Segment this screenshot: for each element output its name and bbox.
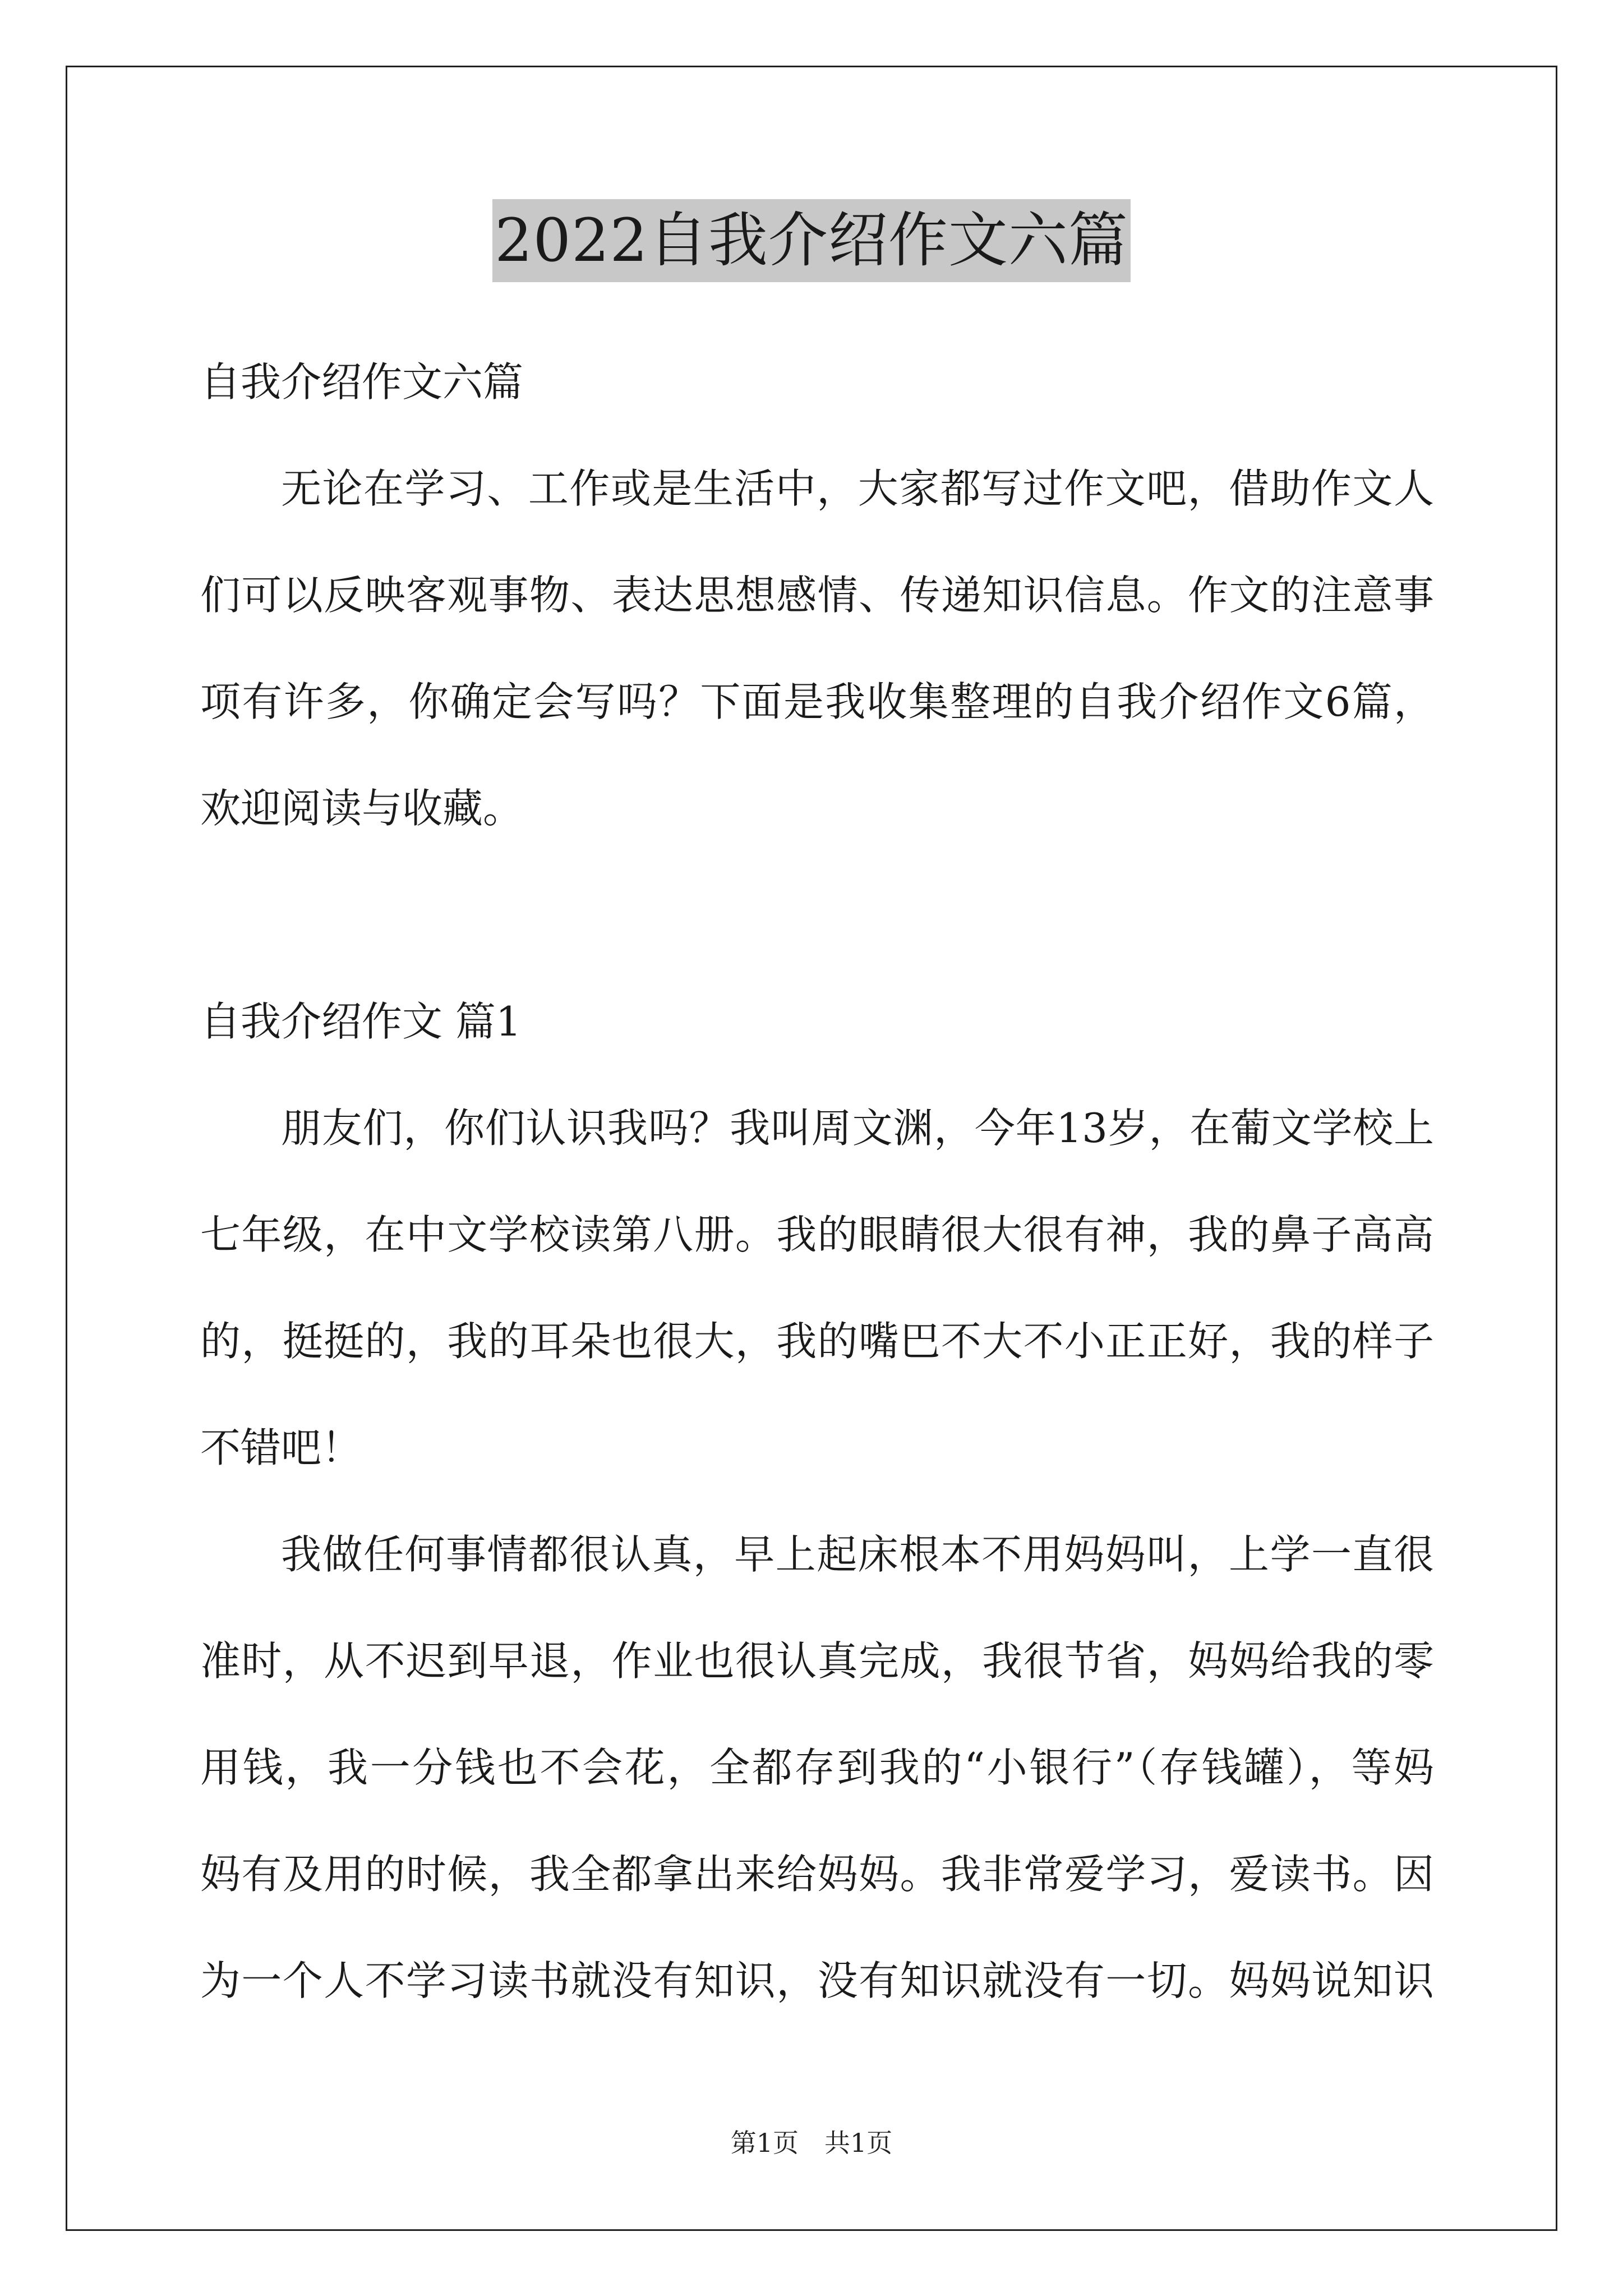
paragraph-line: 妈有及用的时候，我全都拿出来给妈妈。我非常爱学习，爱读书。因 — [200, 1851, 1434, 1898]
paragraph-line: 我做任何事情都很认真，早上起床根本不用妈妈叫，上学一直很 — [281, 1531, 1434, 1578]
paragraph-line: 七年级，在中文学校读第八册。我的眼睛很大很有神，我的鼻子高高 — [200, 1211, 1434, 1258]
paragraph-line: 无论在学习、工作或是生活中，大家都写过作文吧，借助作文人 — [281, 465, 1434, 512]
paragraph-line: 欢迎阅读与收藏。 — [200, 785, 524, 832]
paragraph-line: 用钱，我一分钱也不会花，全都存到我的“小银行”（存钱罐），等妈 — [200, 1744, 1434, 1791]
section-heading: 自我介绍作文六篇 — [200, 358, 524, 406]
paragraph-line: 们可以反映客观事物、表达思想感情、传递知识信息。作文的注意事 — [200, 572, 1434, 619]
paragraph-line: 朋友们，你们认识我吗？我叫周文渊，今年13岁，在葡文学校上 — [281, 1105, 1434, 1152]
document-body — [200, 348, 1434, 2053]
paragraph-gap — [200, 881, 1434, 987]
title-area — [0, 199, 1623, 282]
paragraph-line: 项有许多，你确定会写吗？下面是我收集整理的自我介绍作文6篇， — [200, 678, 1434, 725]
paragraph-line: 为一个人不学习读书就没有知识，没有知识就没有一切。妈妈说知识 — [200, 1957, 1434, 2004]
paragraph-line: 准时，从不迟到早退，作业也很认真完成，我很节省，妈妈给我的零 — [200, 1637, 1434, 1685]
page-footer: 第1页 共1页 — [730, 2128, 893, 2158]
section-heading: 自我介绍作文 篇1 — [200, 998, 522, 1045]
paragraph-line: 不错吧！ — [200, 1424, 362, 1471]
paragraph-line: 的，挺挺的，我的耳朵也很大，我的嘴巴不大不小正正好，我的样子 — [200, 1318, 1434, 1365]
document-title: 2022自我介绍作文六篇 — [492, 199, 1131, 282]
